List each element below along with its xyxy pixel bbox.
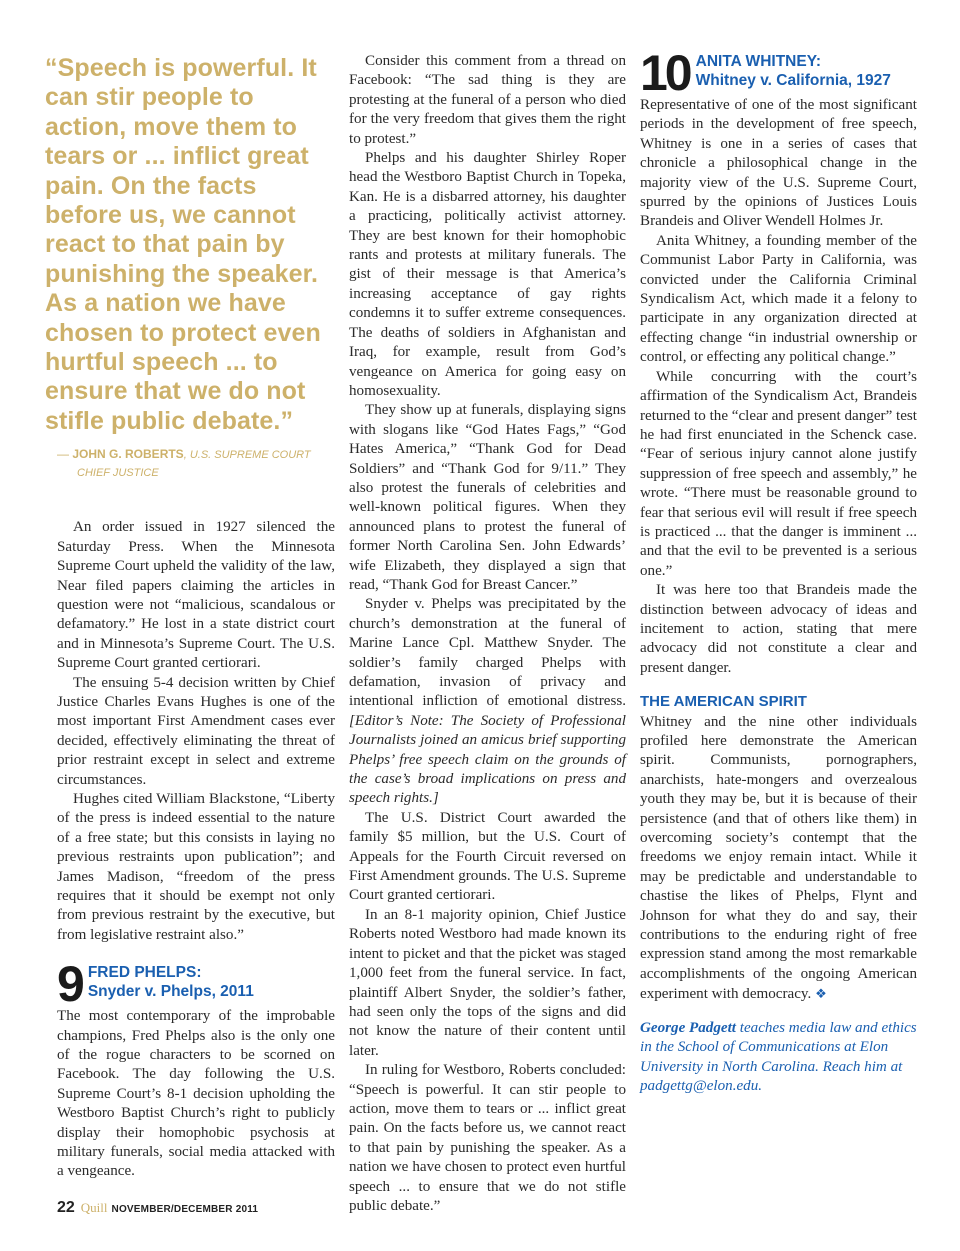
paragraph: In ruling for Westboro, Roberts concluded: “Speech is powerful. It can stir people to action, move them to tears or ... inflict great pain. On the facts before us, we cannot react to that pain by punishing the speaker. As a nation we have chosen to protect even hurtful speech ... to ensure that we do not stifle public debate.” (349, 1062, 626, 1214)
issue-date: NOVEMBER/DECEMBER 2011 (111, 1204, 259, 1215)
paragraph-text: Snyder v. Phelps was precipitated by the church’s demonstration at the funeral of Marine Lance Cpl. Matthew Snyder. The soldier’s family charged Phelps with defamation, invasion of privacy and intentional infliction of emotional distress. (349, 596, 626, 710)
pull-quote: “Speech is powerful. It can stir people to action, move them to tears or ... inflict great pain. On the facts before us, we cannot react to that pain by punishing the speaker. As a nation we have chosen to protect even hurtful speech ... to ensure that we do not stifle public debate.” (45, 54, 321, 435)
author-bio (640, 1019, 917, 1097)
paragraph: In an 8-1 majority opinion, Chief Justice Roberts noted Westboro had made known its intent to picket and that the picket was staged 1,000 feet from the funeral service. In fact, plaintiff Albert Snyder, the soldier’s father, had seen only the tops of the signs and did not know the nature of their content until later. (349, 906, 626, 1059)
attribution-title: , U.S. SUPREME COURT CHIEF JUSTICE (77, 449, 311, 480)
paragraph: While concurring with the court’s affirmation of the Syndicalism Act, Brandeis returned to the “clear and present danger” test he had first enunciated in the Schenck case. “Fear of serious injury cannot alone justify suppression of free speech and assembly,” he wrote. “There must be reasonable ground to fear that serious evil will result if free speech is practiced ... that the danger is imminent ... and that the evil to be prevented is a serious one.” (640, 368, 918, 579)
column-3 (640, 45, 918, 1096)
end-mark-icon: ❖ (815, 986, 827, 1002)
attribution-name: JOHN G. ROBERTS (72, 447, 184, 462)
page-number: 22 (57, 1199, 75, 1216)
american-spirit-heading: THE AMERICAN SPIRIT (640, 693, 807, 711)
section-number: 9 (57, 956, 82, 1013)
section-case: Whitney v. California, 1927 (695, 72, 891, 89)
paragraph: Phelps and his daughter Shirley Roper head the Westboro Baptist Church in Topeka, Kan. He is a disbarred attorney, his daughter a practicing, politically activist attorney. They are best known for their homophobic rants and protests at military funerals. The gist of their message is that America’s increasing acceptance of gay rights condemns it to suffer extreme consequences. The deaths of soldiers in Afghanistan and Iraq, for example, result from God’s vengeance on America for going easy on homosexuality. (349, 150, 626, 399)
paragraph (640, 713, 917, 1005)
section-number: 10 (640, 45, 690, 101)
paragraph (349, 595, 626, 808)
column-1 (45, 52, 335, 1182)
paragraph: An order issued in 1927 silenced the Saturday Press. When the Minnesota Supreme Court upheld the validity of the law, Near filed papers claiming the articles in question were not “malicious, scandalous or defamatory.” He lost in a state district court and in Minnesota’s Supreme Court. The U.S. Supreme Court granted certiorari. (57, 519, 335, 672)
paragraph: Anita Whitney, a founding member of the Communist Labor Party in California, was convicted under the California Criminal Syndicalism Act, which made it a felony to participate in any organization directed at effecting change “in industrial ownership or control, or effecting any political change.” (640, 232, 917, 366)
pull-quote-attribution (57, 446, 335, 482)
paragraph: The U.S. District Court awarded the family $5 million, but the U.S. Court of Appeals for the Fourth Circuit reversed on First Amendment grounds. The U.S. Supreme Court granted certiorari. (349, 809, 626, 904)
paragraph: The most contemporary of the improbable champions, Fred Phelps also is the only one of the rogue characters to be scorned on Facebook. The day following the U.S. Supreme Court’s 8-1 decision upholding the Westboro Baptist Church’s right to publicly display their homophobic psychosis at military funerals, social media attacked with a vengeance. (57, 1008, 335, 1180)
section-name: ANITA WHITNEY: (695, 53, 822, 70)
page-footer (57, 1199, 258, 1217)
author-name: George Padgett (640, 1019, 736, 1036)
section-name: FRED PHELPS: (87, 964, 202, 982)
attribution-dash: — (57, 447, 73, 462)
section-9-header (57, 956, 335, 1013)
editors-note: [Editor’s Note: The Society of Professional Journalists joined an amicus brief supporting Phelps’ free speech claim on the grounds of the case’s broad implications on press and speech rights.] (349, 712, 626, 807)
author-bio-text: teaches media law and ethics in the School of Communications at Elon University in North Carolina. Reach him at padgettg@elon.edu. (640, 1019, 917, 1094)
paragraph: Hughes cited William Blackstone, “Liberty of the press is indeed essential to the nature of a free state; but this consists in laying no previous restraints upon publication”; and James Madison, “freedom of the press requires that it should be exempt not only from previous restraint by the executive, but from legislative restraint also.” (57, 790, 335, 943)
section-case: Snyder v. Phelps, 2011 (87, 983, 254, 1001)
paragraph: They show up at funerals, displaying signs with slogans like “God Hates Fags,” “God Hates America,” “Thank God for Dead Soldiers” and “Thank God for 9/11.” They also protest the funerals of celebrities and well-known political figures. When they announced plans to protest the funeral of former North Carolina Sen. John Edwards’ wife Elizabeth, they displayed a sign that read, “Thank God for Breast Cancer.” (349, 402, 626, 593)
paragraph: Consider this comment from a thread on Facebook: “The sad thing is they are protesting at the funeral of a person who died for the very freedom that gives them the right to protest.” (349, 53, 626, 147)
paragraph: Representative of one of the most significant periods in the development of free speech, Whitney is one in a series of cases that chronicle a philosophical change in the majority view of the U.S. Supreme Court, spurred by the opinions of Justices Louis Brandeis and Oliver Wendell Holmes Jr. (640, 97, 917, 230)
paragraph: The ensuing 5-4 decision written by Chief Justice Charles Evans Hughes is one of the most important First Amendment cases ever decided, effectively eliminating the threat of prior restraint except in select and extreme circumstances. (57, 674, 335, 788)
magazine-name: Quill (80, 1200, 108, 1215)
column-2 (349, 52, 626, 1216)
paragraph: It was here too that Brandeis made the distinction between advocacy of ideas and incitement to action, stating that mere advocacy did not constitute a clear and present danger. (640, 582, 917, 676)
section-10-header (640, 45, 917, 101)
paragraph-text: Whitney and the nine other individuals profiled here demonstrate the American spirit. Communists, pornographers, anarchists, hate-mongers and overzealous youth they may be, but it is because of their persistence (and that of others like them) in overcoming society’s contempt that the freedoms we enjoy remain intact. While it may be predictable and understandable to chastise the likes of Phelps, Flynt and Johnson for what they do and say, their contributions to the enduring right of free expression stand among the most remarkable accomplishments of the ongoing American experiment with democracy. (640, 713, 917, 1003)
